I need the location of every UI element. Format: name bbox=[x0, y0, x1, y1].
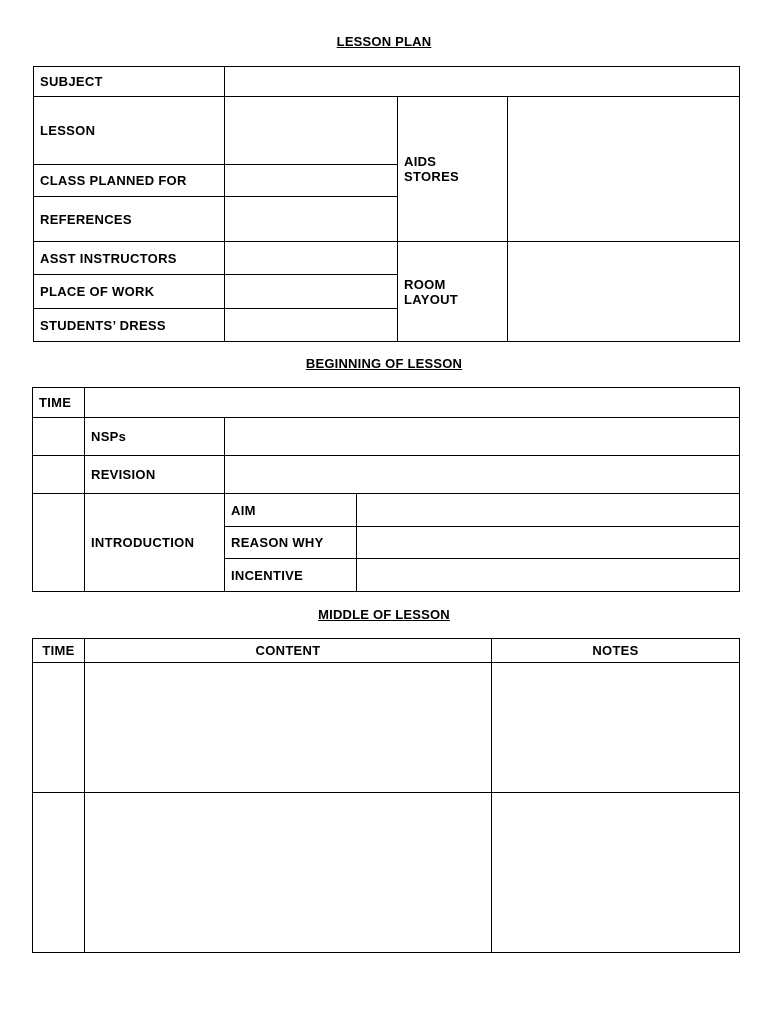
middle-time-cell[interactable] bbox=[33, 663, 85, 793]
asst-instructors-field[interactable] bbox=[225, 242, 398, 275]
content-cell[interactable] bbox=[85, 663, 492, 793]
stores-label: STORES bbox=[404, 169, 460, 184]
students-dress-field[interactable] bbox=[225, 309, 398, 342]
layout-label: LAYOUT bbox=[404, 291, 459, 307]
class-planned-for-field[interactable] bbox=[225, 165, 398, 197]
reason-why-label: REASON WHY bbox=[225, 527, 357, 559]
nsps-label: NSPs bbox=[85, 418, 225, 456]
revision-field[interactable] bbox=[225, 456, 740, 494]
content-cell[interactable] bbox=[85, 793, 492, 953]
middle-time-cell[interactable] bbox=[33, 793, 85, 953]
room-label: ROOM bbox=[404, 276, 446, 292]
middle-table bbox=[32, 638, 740, 953]
beginning-time-label: TIME bbox=[33, 388, 85, 418]
page-title: LESSON PLAN bbox=[336, 34, 432, 49]
nsps-time-field[interactable] bbox=[33, 418, 85, 456]
subject-label: SUBJECT bbox=[34, 67, 225, 97]
notes-header: NOTES bbox=[492, 639, 740, 663]
aids-stores-label bbox=[398, 97, 508, 242]
subject-field[interactable] bbox=[225, 67, 740, 97]
room-layout-field[interactable] bbox=[508, 242, 740, 342]
beginning-heading: BEGINNING OF LESSON bbox=[305, 356, 463, 371]
aim-label: AIM bbox=[225, 494, 357, 527]
beginning-time-field[interactable] bbox=[85, 388, 740, 418]
students-dress-label: STUDENTS’ DRESS bbox=[34, 309, 225, 342]
reason-why-field[interactable] bbox=[357, 527, 740, 559]
aim-field[interactable] bbox=[357, 494, 740, 527]
notes-cell[interactable] bbox=[492, 793, 740, 953]
aids-label: AIDS bbox=[404, 154, 437, 169]
room-layout-label bbox=[398, 242, 508, 342]
lesson-field[interactable] bbox=[225, 97, 398, 165]
place-of-work-field[interactable] bbox=[225, 275, 398, 309]
references-field[interactable] bbox=[225, 197, 398, 242]
notes-cell[interactable] bbox=[492, 663, 740, 793]
lesson-label: LESSON bbox=[34, 97, 225, 165]
references-label: REFERENCES bbox=[34, 197, 225, 242]
nsps-field[interactable] bbox=[225, 418, 740, 456]
asst-instructors-label: ASST INSTRUCTORS bbox=[34, 242, 225, 275]
class-planned-for-label: CLASS PLANNED FOR bbox=[34, 165, 225, 197]
revision-label: REVISION bbox=[85, 456, 225, 494]
incentive-label: INCENTIVE bbox=[225, 559, 357, 592]
lesson-details-table bbox=[33, 66, 740, 342]
beginning-table bbox=[32, 387, 740, 592]
content-header: CONTENT bbox=[85, 639, 492, 663]
place-of-work-label: PLACE OF WORK bbox=[34, 275, 225, 309]
introduction-time-field[interactable] bbox=[33, 494, 85, 592]
revision-time-field[interactable] bbox=[33, 456, 85, 494]
middle-heading: MIDDLE OF LESSON bbox=[318, 607, 450, 622]
introduction-label: INTRODUCTION bbox=[85, 494, 225, 592]
aids-stores-field[interactable] bbox=[508, 97, 740, 242]
incentive-field[interactable] bbox=[357, 559, 740, 592]
middle-time-header: TIME bbox=[33, 639, 85, 663]
